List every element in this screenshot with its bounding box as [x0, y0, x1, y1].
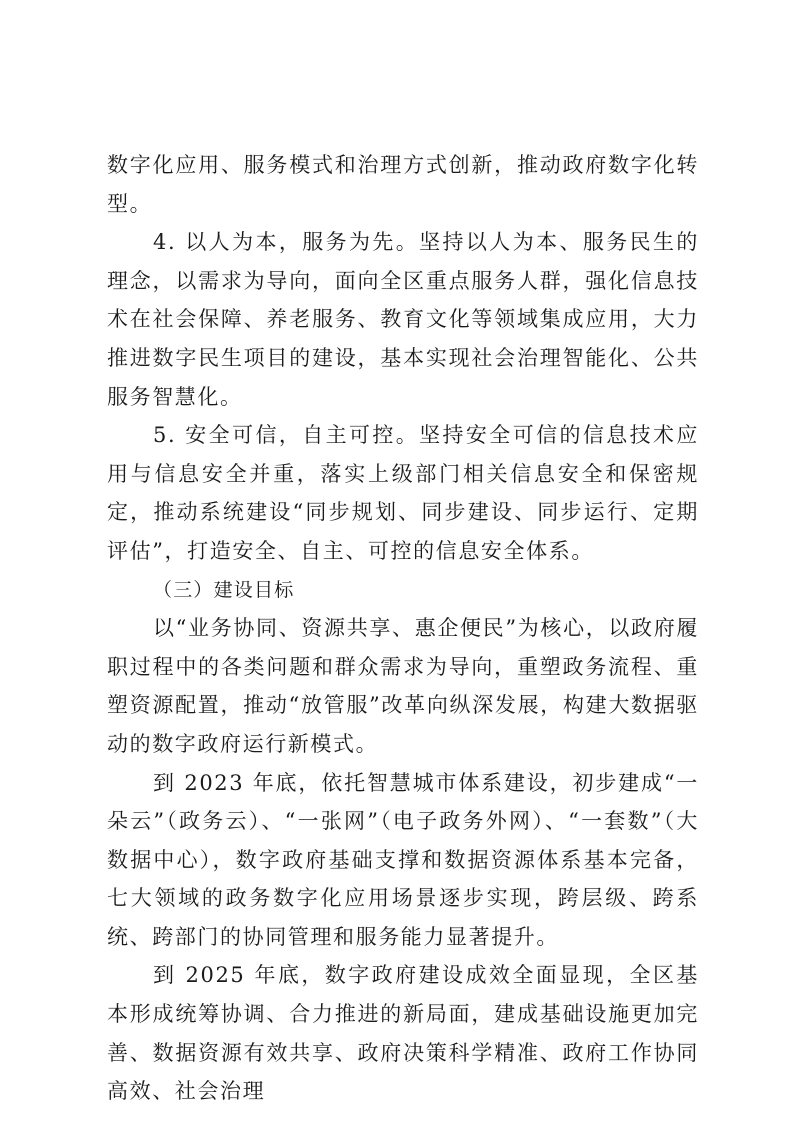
paragraph-goal-2025: 到 2025 年底，数字政府建设成效全面显现，全区基本形成统筹协调、合力推进的新局面，建成基础设施更加完善、数据资源有效共享、政府决策科学精准、政府工作协同高效、社会治理	[107, 963, 699, 1104]
paragraph-principle-5: 5. 安全可信，自主可控。坚持安全可信的信息技术应用与信息安全并重，落实上级部门相关信息安全和保密规定，推动系统建设“同步规划、同步建设、同步运行、定期评估”，打造安全、自主、可控的信息安全体系。	[107, 423, 699, 563]
section-heading-construction-goals: （三）建设目标	[153, 578, 295, 601]
paragraph-goal-2023: 到 2023 年底，依托智慧城市体系建设，初步建成“一朵云”（政务云）、“一张网”（电子政务外网）、“一套数”（大数据中心），数字政府基础支撑和数据资源体系基本完备，七大领域的政务数字化应用场景逐步实现，跨层级、跨系统、跨部门的协同管理和服务能力显著提升。	[107, 770, 699, 949]
document-body	[107, 146, 699, 1111]
paragraph-principle-4: 4. 以人为本，服务为先。坚持以人为本、服务民生的理念，以需求为导向，面向全区重点服务人群，强化信息技术在社会保障、养老服务、教育文化等领域集成应用，大力推进数字民生项目的建设，基本实现社会治理智能化、公共服务智慧化。	[107, 230, 699, 409]
paragraph-goals-intro: 以“业务协同、资源共享、惠企便民”为核心，以政府履职过程中的各类问题和群众需求为导向，重塑政务流程、重塑资源配置，推动“放管服”改革向纵深发展，构建大数据驱动的数字政府运行新模式。	[107, 616, 699, 756]
paragraph-continuation: 数字化应用、服务模式和治理方式创新，推动政府数字化转型。	[107, 153, 699, 216]
